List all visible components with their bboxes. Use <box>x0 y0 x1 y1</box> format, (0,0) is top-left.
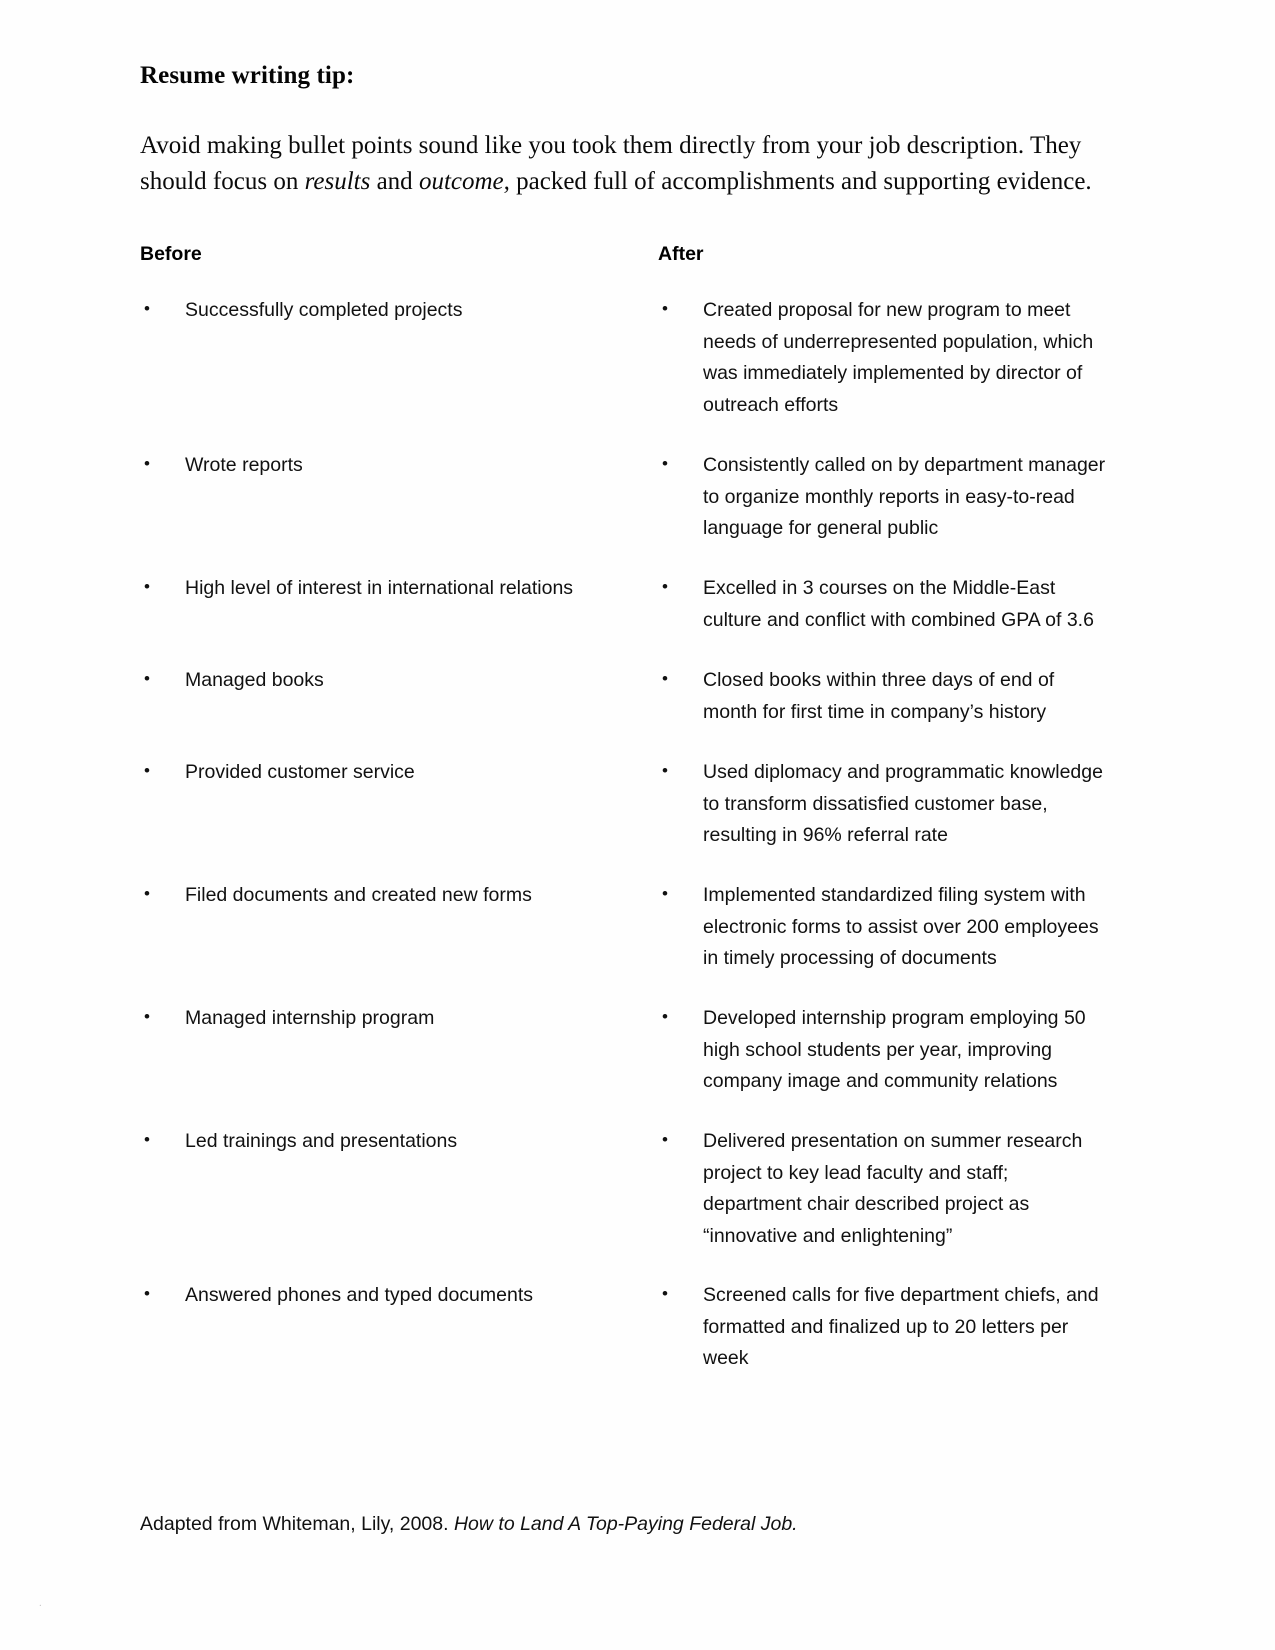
bullet-icon: • <box>662 1130 668 1149</box>
after-item-text: Used diplomacy and programmatic knowledge to transform dissatisfied customer base, resulting in 96% referral rate <box>703 761 1103 847</box>
bullet-icon: • <box>662 884 668 903</box>
column-headers-row <box>140 243 1115 295</box>
before-cell <box>140 880 658 1003</box>
before-item-text: Successfully completed projects <box>185 299 463 321</box>
before-item-text: High level of interest in international relations <box>185 577 574 599</box>
list-item <box>658 573 1115 636</box>
comparison-row <box>140 1280 1115 1400</box>
before-cell <box>140 295 658 450</box>
bullet-icon: • <box>144 884 150 903</box>
list-item <box>140 757 658 789</box>
comparison-row <box>140 880 1115 1003</box>
before-item-text: Filed documents and created new forms <box>185 884 532 906</box>
after-item-text: Closed books within three days of end of month for first time in company’s history <box>703 669 1055 723</box>
source-attribution <box>140 1513 798 1536</box>
after-item-text: Created proposal for new program to meet needs of underrepresented population, which was immediately implemented by director of outreach efforts <box>703 299 1094 416</box>
column-header-after: After <box>658 243 704 265</box>
comparison-row <box>140 757 1115 880</box>
after-item-text: Developed internship program employing 50 high school students per year, improving company image and community relations <box>703 1007 1086 1093</box>
before-item-text: Managed books <box>185 669 324 691</box>
bullet-icon: • <box>662 577 668 596</box>
intro-emphasis-outcome: outcome, <box>418 167 510 195</box>
before-item-text: Managed internship program <box>185 1007 435 1029</box>
bullet-icon: • <box>144 1284 150 1303</box>
after-cell <box>658 757 1115 880</box>
bullet-icon: • <box>144 761 150 780</box>
bullet-icon: • <box>144 669 150 688</box>
after-cell <box>658 880 1115 1003</box>
after-cell <box>658 295 1115 450</box>
list-item <box>658 1280 1115 1375</box>
comparison-row <box>140 1126 1115 1280</box>
attribution-prefix: Adapted from Whiteman, Lily, 2008. <box>140 1513 454 1535</box>
comparison-rows <box>140 295 1115 1400</box>
list-item <box>658 665 1115 728</box>
before-cell <box>140 665 658 757</box>
before-cell <box>140 1280 658 1400</box>
after-item-text: Screened calls for five department chiefs, and formatted and finalized up to 20 letters per week <box>703 1284 1099 1370</box>
intro-text-part-1: Avoid making bullet points sound like you took them directly from your job description. They should focus on <box>140 132 1082 195</box>
after-cell <box>658 1280 1115 1400</box>
after-cell <box>658 665 1115 757</box>
after-item-text: Consistently called on by department manager to organize monthly reports in easy-to-read language for general public <box>703 454 1106 540</box>
list-item <box>140 880 658 912</box>
comparison-row <box>140 665 1115 757</box>
comparison-row <box>140 1003 1115 1126</box>
list-item <box>658 1126 1115 1252</box>
intro-text-part-3: packed full of accomplishments and supporting evidence. <box>509 167 1092 195</box>
after-item-text: Implemented standardized filing system with electronic forms to assist over 200 employees in timely processing of documents <box>703 884 1099 970</box>
intro-text-part-2: and <box>370 167 419 195</box>
bullet-icon: • <box>662 1284 668 1303</box>
bullet-icon: • <box>144 454 150 473</box>
bullet-icon: • <box>144 577 150 596</box>
column-header-before: Before <box>140 243 202 265</box>
before-item-text: Led trainings and presentations <box>185 1130 458 1152</box>
bullet-icon: • <box>662 669 668 688</box>
before-cell <box>140 573 658 665</box>
list-item <box>658 450 1115 545</box>
after-cell <box>658 1126 1115 1280</box>
bullet-icon: • <box>144 299 150 318</box>
intro-emphasis-results: results <box>304 167 371 195</box>
comparison-row <box>140 450 1115 573</box>
after-cell <box>658 573 1115 665</box>
list-item <box>140 665 658 697</box>
list-item <box>658 1003 1115 1098</box>
list-item <box>140 1280 658 1312</box>
list-item <box>140 573 658 605</box>
list-item <box>140 1126 658 1158</box>
after-item-text: Delivered presentation on summer research project to key lead faculty and staff; department chair described project as “innovative and enlightening” <box>703 1130 1083 1247</box>
before-cell <box>140 757 658 880</box>
comparison-row <box>140 295 1115 450</box>
attribution-book-title: How to Land A Top-Paying Federal Job. <box>453 1513 798 1535</box>
list-item <box>140 295 658 327</box>
comparison-row <box>140 573 1115 665</box>
before-cell <box>140 450 658 573</box>
bullet-icon: • <box>662 454 668 473</box>
bullet-icon: • <box>662 761 668 780</box>
before-cell <box>140 1126 658 1280</box>
before-item-text: Answered phones and typed documents <box>185 1284 533 1306</box>
scan-artifact: . <box>39 1597 42 1609</box>
list-item <box>658 757 1115 852</box>
document-content <box>140 62 1115 1400</box>
bullet-icon: • <box>662 299 668 318</box>
list-item <box>140 1003 658 1035</box>
list-item <box>658 880 1115 975</box>
after-cell <box>658 450 1115 573</box>
before-item-text: Provided customer service <box>185 761 415 783</box>
list-item <box>658 295 1115 421</box>
before-item-text: Wrote reports <box>185 454 303 476</box>
bullet-icon: • <box>662 1007 668 1026</box>
intro-paragraph <box>140 128 1105 199</box>
before-cell <box>140 1003 658 1126</box>
page-title: Resume writing tip: <box>140 62 355 89</box>
bullet-icon: • <box>144 1007 150 1026</box>
after-item-text: Excelled in 3 courses on the Middle-East culture and conflict with combined GPA of 3.6 <box>703 577 1094 631</box>
bullet-icon: • <box>144 1130 150 1149</box>
after-cell <box>658 1003 1115 1126</box>
list-item <box>140 450 658 482</box>
